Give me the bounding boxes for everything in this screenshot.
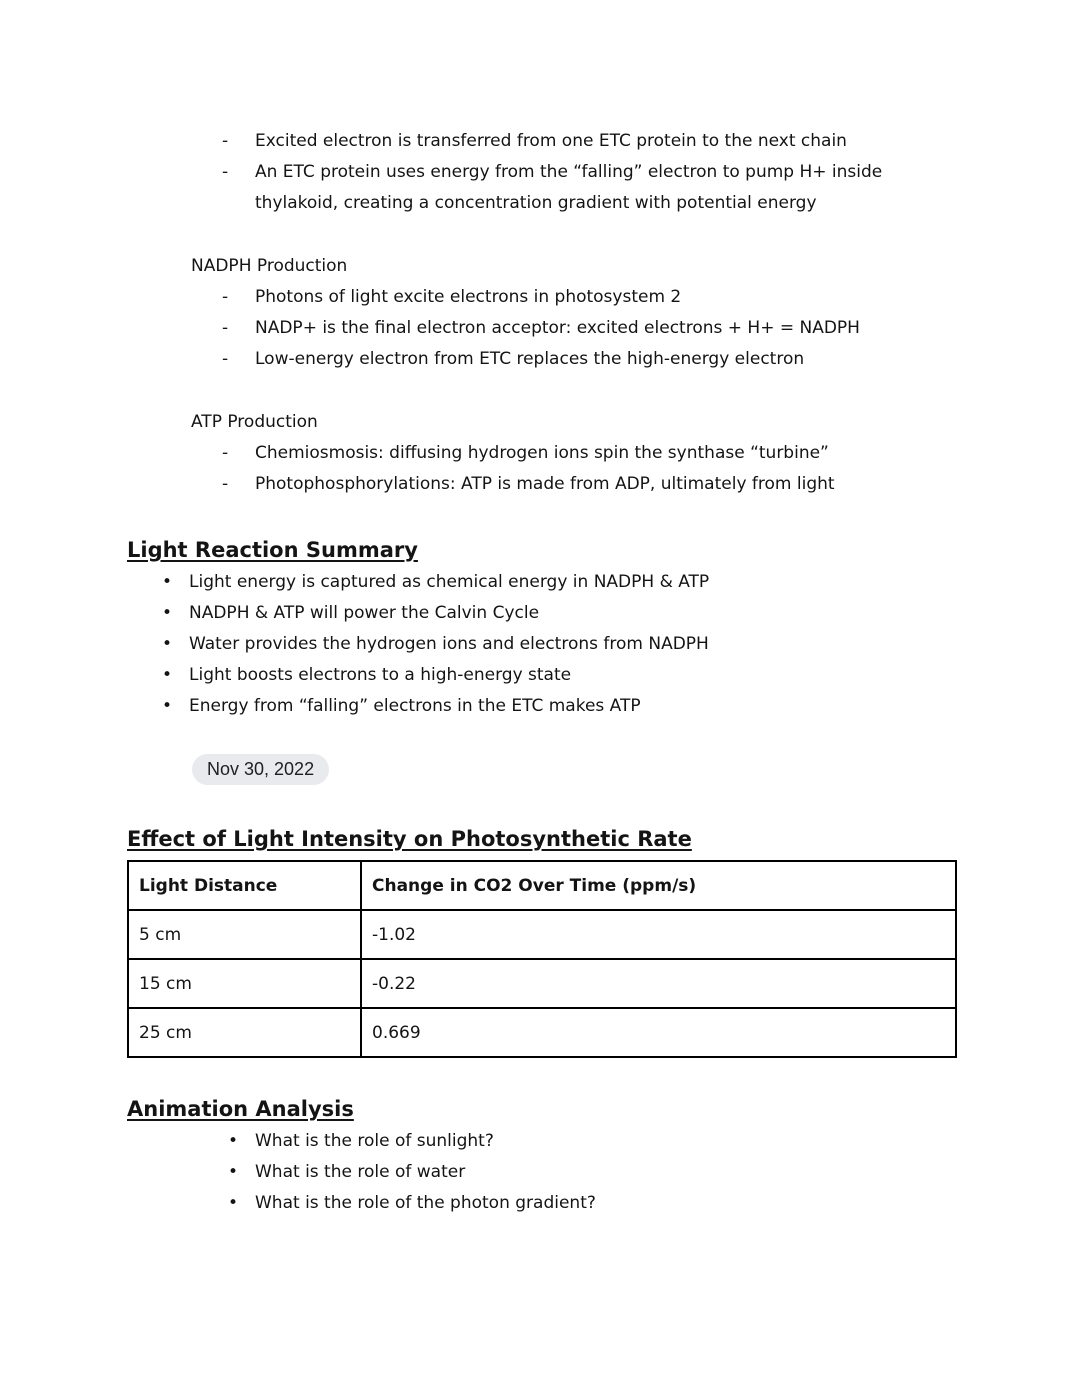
table-cell: 0.669 xyxy=(361,1008,956,1057)
nadph-production-section xyxy=(127,251,957,375)
list-item-text: Energy from “falling” electrons in the ETC makes ATP xyxy=(189,696,641,716)
atp-production-section xyxy=(127,407,957,500)
table-cell: 5 cm xyxy=(128,910,361,959)
date-chip-row xyxy=(127,754,957,786)
list-item xyxy=(162,629,957,660)
light-reaction-summary-heading: Light Reaction Summary xyxy=(127,538,418,562)
list-item-text: What is the role of the photon gradient? xyxy=(255,1193,596,1213)
animation-analysis-heading: Animation Analysis xyxy=(127,1097,354,1121)
list-item xyxy=(228,1126,957,1157)
table-row xyxy=(128,1008,956,1057)
list-item xyxy=(228,1188,957,1219)
table-header-cell: Change in CO2 Over Time (ppm/s) xyxy=(361,861,956,910)
date-chip[interactable]: Nov 30, 2022 xyxy=(192,754,329,785)
list-item xyxy=(162,567,957,598)
table-cell: 25 cm xyxy=(128,1008,361,1057)
table-cell: 15 cm xyxy=(128,959,361,1008)
list-item xyxy=(222,157,957,219)
list-item-text: Excited electron is transferred from one ETC protein to the next chain xyxy=(255,131,847,151)
list-item xyxy=(162,598,957,629)
experiment-section xyxy=(127,822,957,1058)
list-item-text: An ETC protein uses energy from the “falling” electron to pump H+ inside thylakoid, creating a concentration gradient with potential energy xyxy=(255,162,883,213)
table-cell: -1.02 xyxy=(361,910,956,959)
bullet-marker: • xyxy=(162,572,173,592)
list-item-text: What is the role of water xyxy=(255,1162,466,1182)
list-item xyxy=(162,660,957,691)
bullet-marker: • xyxy=(162,665,173,685)
dash-marker: - xyxy=(222,131,229,151)
list-item xyxy=(162,691,957,722)
bullet-marker: • xyxy=(228,1193,239,1213)
dash-marker: - xyxy=(222,443,229,463)
bullet-marker: • xyxy=(162,696,173,716)
atp-production-heading: ATP Production xyxy=(191,412,318,432)
table-row xyxy=(128,910,956,959)
experiment-heading: Effect of Light Intensity on Photosynthetic Rate xyxy=(127,827,692,851)
dash-marker: - xyxy=(222,287,229,307)
bullet-marker: • xyxy=(228,1162,239,1182)
list-item-text: NADPH & ATP will power the Calvin Cycle xyxy=(189,603,540,623)
table-row xyxy=(128,959,956,1008)
dash-marker: - xyxy=(222,162,229,182)
bullet-marker: • xyxy=(162,603,173,623)
light-reaction-summary-section xyxy=(127,533,957,722)
list-item xyxy=(222,344,957,375)
list-item-text: Low-energy electron from ETC replaces the high-energy electron xyxy=(255,349,805,369)
table-header-row xyxy=(128,861,956,910)
dash-marker: - xyxy=(222,349,229,369)
list-item-text: Chemiosmosis: diffusing hydrogen ions spin the synthase “turbine” xyxy=(255,443,829,463)
list-item-text: Light energy is captured as chemical energy in NADPH & ATP xyxy=(189,572,710,592)
list-item xyxy=(222,313,957,344)
dash-marker: - xyxy=(222,474,229,494)
list-item xyxy=(222,469,957,500)
list-item-text: Photophosphorylations: ATP is made from ADP, ultimately from light xyxy=(255,474,835,494)
list-item-text: Light boosts electrons to a high-energy state xyxy=(189,665,572,685)
dash-marker: - xyxy=(222,318,229,338)
light-reaction-summary-list xyxy=(162,567,957,722)
animation-analysis-section xyxy=(127,1092,957,1219)
etc-notes-list xyxy=(222,126,957,219)
list-item-text: Photons of light excite electrons in photosystem 2 xyxy=(255,287,682,307)
list-item-text: What is the role of sunlight? xyxy=(255,1131,494,1151)
list-item-text: NADP+ is the final electron acceptor: excited electrons + H+ = NADPH xyxy=(255,318,860,338)
bullet-marker: • xyxy=(162,634,173,654)
bullet-marker: • xyxy=(228,1131,239,1151)
table-cell: -0.22 xyxy=(361,959,956,1008)
list-item xyxy=(228,1157,957,1188)
nadph-production-list xyxy=(222,282,957,375)
nadph-production-heading: NADPH Production xyxy=(191,256,348,276)
light-intensity-table xyxy=(127,860,957,1058)
atp-production-list xyxy=(222,438,957,500)
table-header-cell: Light Distance xyxy=(128,861,361,910)
animation-analysis-list xyxy=(228,1126,957,1219)
list-item xyxy=(222,438,957,469)
list-item xyxy=(222,282,957,313)
list-item-text: Water provides the hydrogen ions and electrons from NADPH xyxy=(189,634,709,654)
list-item xyxy=(222,126,957,157)
